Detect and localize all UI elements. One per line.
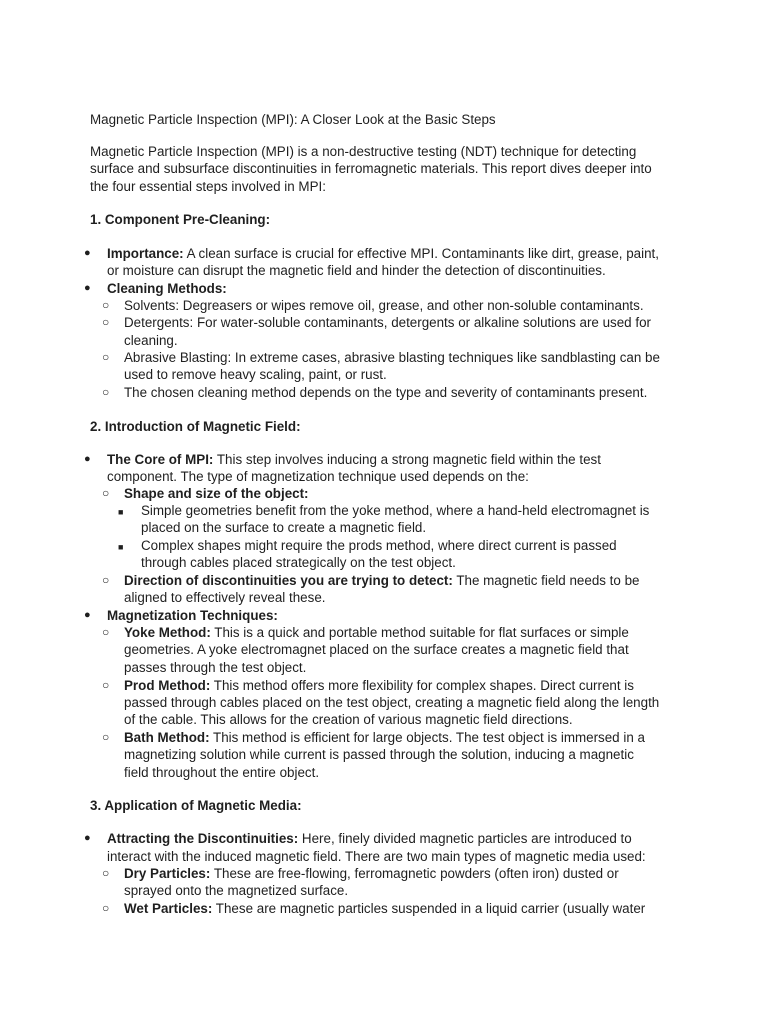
bold-label: Attracting the Discontinuities: xyxy=(107,831,299,846)
bullet-circle: ○ xyxy=(102,573,110,587)
bullet-square: ■ xyxy=(118,542,124,552)
section-2-heading: 2. Introduction of Magnetic Field: xyxy=(90,419,301,434)
item-text: This step involves inducing a strong magnetic field within the test xyxy=(213,452,601,467)
list-item-cont: passed through cables placed on the test object, creating a magnetic field along the length xyxy=(124,695,660,710)
bold-label: Wet Particles: xyxy=(124,901,213,916)
list-item: Solvents: Degreasers or wipes remove oil, grease, and other non-soluble contaminants. xyxy=(124,298,644,313)
list-item xyxy=(124,900,645,917)
list-item-cont: sprayed onto the magnetized surface. xyxy=(124,883,349,898)
list-item: Simple geometries benefit from the yoke method, where a hand-held electromagnet is xyxy=(141,503,650,518)
item-text: A clean surface is crucial for effective MPI. Contaminants like dirt, grease, paint, xyxy=(183,246,659,261)
bullet-circle: ○ xyxy=(102,901,110,915)
intro-line-1: Magnetic Particle Inspection (MPI) is a non-destructive testing (NDT) technique for detecting xyxy=(90,144,637,159)
bullet-circle: ○ xyxy=(102,486,110,500)
section-3-heading: 3. Application of Magnetic Media: xyxy=(90,798,302,813)
list-item-cont: aligned to effectively reveal these. xyxy=(124,590,326,605)
list-item-cont: cleaning. xyxy=(124,333,178,348)
list-item-cont: passes through the test object. xyxy=(124,660,307,675)
list-item-cont: field throughout the entire object. xyxy=(124,765,320,780)
item-text: Here, finely divided magnetic particles are introduced to xyxy=(298,831,632,846)
bold-label: Importance: xyxy=(107,246,184,261)
intro-line-2: surface and subsurface discontinuities in ferromagnetic materials. This report dives deeper into xyxy=(90,161,652,176)
list-item-cont: or moisture can disrupt the magnetic field and hinder the detection of discontinuities. xyxy=(107,263,606,278)
bold-label: The Core of MPI: xyxy=(107,452,214,467)
bullet-square: ■ xyxy=(118,507,124,517)
bold-label: Direction of discontinuities you are trying to detect: xyxy=(124,573,453,588)
bullet-dot: ● xyxy=(84,453,91,465)
list-item: Detergents: For water-soluble contaminants, detergents or alkaline solutions are used for xyxy=(124,315,651,330)
bullet-circle: ○ xyxy=(102,385,110,399)
list-item: Abrasive Blasting: In extreme cases, abrasive blasting techniques like sandblasting can be xyxy=(124,350,660,365)
item-text: These are magnetic particles suspended in a liquid carrier (usually water xyxy=(212,901,646,916)
list-item-cont: interact with the induced magnetic field. There are two main types of magnetic media used: xyxy=(107,849,646,864)
list-item-cont: through cables placed strategically on the test object. xyxy=(141,555,456,570)
list-item-cont: used to remove heavy scaling, paint, or rust. xyxy=(124,367,387,382)
list-item xyxy=(107,451,601,468)
bullet-dot: ● xyxy=(84,609,91,621)
bold-label: Bath Method: xyxy=(124,730,210,745)
document-title: Magnetic Particle Inspection (MPI): A Closer Look at the Basic Steps xyxy=(90,112,496,127)
list-item: Complex shapes might require the prods method, where direct current is passed xyxy=(141,538,617,553)
bold-label: Prod Method: xyxy=(124,678,211,693)
item-text: These are free-flowing, ferromagnetic powders (often iron) dusted or xyxy=(210,866,619,881)
bullet-circle: ○ xyxy=(102,625,110,639)
item-text: This method offers more flexibility for complex shapes. Direct current is xyxy=(210,678,634,693)
list-item-cont: of the cable. This allows for the creation of various magnetic field directions. xyxy=(124,712,573,727)
bullet-dot: ● xyxy=(84,832,91,844)
bullet-circle: ○ xyxy=(102,678,110,692)
list-item-cont: magnetizing solution while current is passed through the solution, inducing a magnetic xyxy=(124,747,634,762)
item-text: This is a quick and portable method suitable for flat surfaces or simple xyxy=(210,625,629,640)
list-item xyxy=(124,865,619,882)
intro-line-3: the four essential steps involved in MPI: xyxy=(90,179,326,194)
item-text: This method is efficient for large objects. The test object is immersed in a xyxy=(209,730,645,745)
list-item: Shape and size of the object: xyxy=(124,486,309,501)
list-item: Cleaning Methods: xyxy=(107,281,227,296)
bullet-circle: ○ xyxy=(102,866,110,880)
item-text: The magnetic field needs to be xyxy=(452,573,640,588)
list-item xyxy=(107,245,659,262)
section-1-heading: 1. Component Pre-Cleaning: xyxy=(90,212,271,227)
list-item: The chosen cleaning method depends on the type and severity of contaminants present. xyxy=(124,385,648,400)
list-item-cont: component. The type of magnetization technique used depends on the: xyxy=(107,469,529,484)
bold-label: Yoke Method: xyxy=(124,625,211,640)
bullet-circle: ○ xyxy=(102,298,110,312)
list-item-cont: geometries. A yoke electromagnet placed on the surface creates a magnetic field that xyxy=(124,642,629,657)
bullet-circle: ○ xyxy=(102,315,110,329)
bullet-dot: ● xyxy=(84,282,91,294)
bold-label: Dry Particles: xyxy=(124,866,211,881)
bullet-dot: ● xyxy=(84,247,91,259)
bullet-circle: ○ xyxy=(102,730,110,744)
bullet-circle: ○ xyxy=(102,350,110,364)
list-item-cont: placed on the surface to create a magnetic field. xyxy=(141,520,427,535)
list-item xyxy=(107,830,632,847)
list-item: Magnetization Techniques: xyxy=(107,608,278,623)
list-item xyxy=(124,624,629,641)
list-item xyxy=(124,677,634,694)
list-item xyxy=(124,729,645,746)
list-item xyxy=(124,572,639,589)
